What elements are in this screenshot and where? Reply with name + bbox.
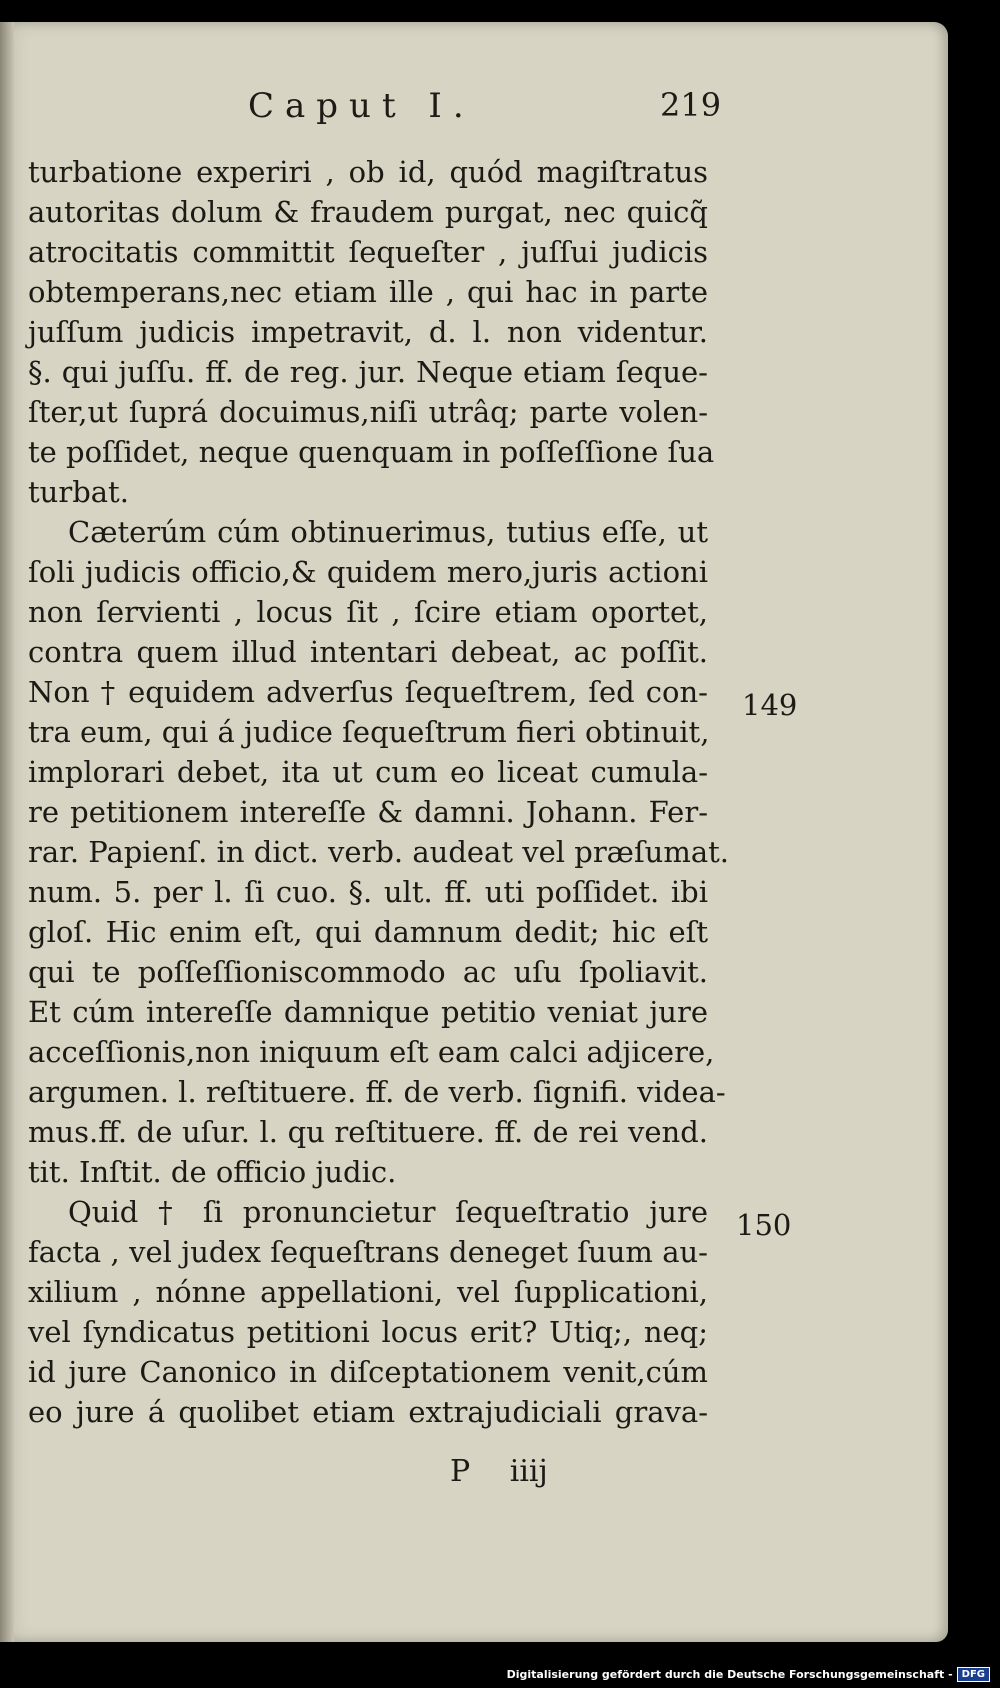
text-line: tra eum, qui á judice ſequeſtrum fieri obtinuit, xyxy=(28,715,710,749)
text-line: implorari debet, ita ut cum eo liceat cumula- xyxy=(28,755,708,789)
text-line: obtemperans,nec etiam ille , qui hac in parte xyxy=(28,275,708,309)
dfg-logo: DFG xyxy=(957,1667,990,1682)
text-line: Et cúm intereſſe damnique petitio veniat jure xyxy=(28,995,708,1029)
running-head xyxy=(0,86,948,134)
text-line: Quid † ſi pronuncietur ſequeſtratio jure xyxy=(68,1195,708,1229)
text-line: autoritas dolum & fraudem purgat, nec quicq̃ xyxy=(28,195,708,229)
text-line: eo jure á quolibet etiam extrajudiciali grava- xyxy=(28,1395,708,1429)
text-line: facta , vel judex ſequeſtrans deneget ſuum au- xyxy=(28,1235,708,1269)
text-line: contra quem illud intentari debeat, ac poſſit. xyxy=(28,635,708,669)
text-line: re petitionem intereſſe & damni. Johann. Fer- xyxy=(28,795,708,829)
text-line: ſter,ut ſuprá docuimus,niſi utrâq; parte volen- xyxy=(28,395,708,429)
text-line: turbatione experiri , ob id, quód magiſtratus xyxy=(28,155,708,189)
text-line: Non † equidem adverſus ſequeſtrem, ſed con- xyxy=(28,675,708,709)
digitization-credit xyxy=(507,1667,990,1682)
body-text xyxy=(28,152,730,1432)
text-line: mus.ff. de uſur. l. qu reſtituere. ff. de rei vend. xyxy=(28,1115,708,1149)
credit-text: Digitalisierung gefördert durch die Deutsche Forschungsgemeinschaft - xyxy=(506,1668,953,1681)
text-line: qui te poſſeſſioniscommodo ac uſu ſpoliavit. xyxy=(28,955,708,989)
text-line: juſſum judicis impetravit, d. l. non videntur. xyxy=(28,315,708,349)
text-line: rar. Papienſ. in dict. verb. audeat vel præſumat. xyxy=(28,835,730,869)
text-line: §. qui juſſu. ff. de reg. jur. Neque etiam ſeque- xyxy=(28,355,708,389)
text-line: ſoli judicis officio,& quidem mero,juris actioni xyxy=(28,555,708,589)
text-line: acceſſionis,non iniquum eſt eam calci adjicere, xyxy=(28,1035,715,1069)
page-number: 219 xyxy=(660,86,722,124)
catchword-signature: P iiij xyxy=(450,1454,548,1489)
text-line: atrocitatis committit ſequeſter , juſſui judicis xyxy=(28,235,708,269)
text-line: te poſſidet, neque quenquam in poſſeſſione ſua xyxy=(28,435,715,469)
text-line: gloſ. Hic enim eſt, qui damnum dedit; hic eſt xyxy=(28,915,708,949)
text-line: tit. Inſtit. de officio judic. xyxy=(28,1155,397,1189)
margin-note-150: 150 xyxy=(736,1208,792,1242)
running-title: Caput I. xyxy=(248,86,475,126)
text-line: xilium , nónne appellationi, vel ſupplicationi, xyxy=(28,1275,708,1309)
text-line: turbat. xyxy=(28,475,129,509)
text-line: Cæterúm cúm obtinuerimus, tutius eſſe, ut xyxy=(68,515,708,549)
text-line: num. 5. per l. ſi cuo. §. ult. ff. uti poſſidet. ibi xyxy=(28,875,708,909)
text-line: id jure Canonico in diſceptationem venit,cúm xyxy=(28,1355,708,1389)
text-line: non ſervienti , locus ſit , ſcire etiam oportet, xyxy=(28,595,708,629)
margin-note-149: 149 xyxy=(742,688,798,722)
book-page xyxy=(0,22,948,1642)
text-line: argumen. l. reſtituere. ff. de verb. ſignifi. videa- xyxy=(28,1075,726,1109)
page-gutter xyxy=(0,22,14,1642)
text-line: vel ſyndicatus petitioni locus erit? Utiq;, neq; xyxy=(28,1315,708,1349)
